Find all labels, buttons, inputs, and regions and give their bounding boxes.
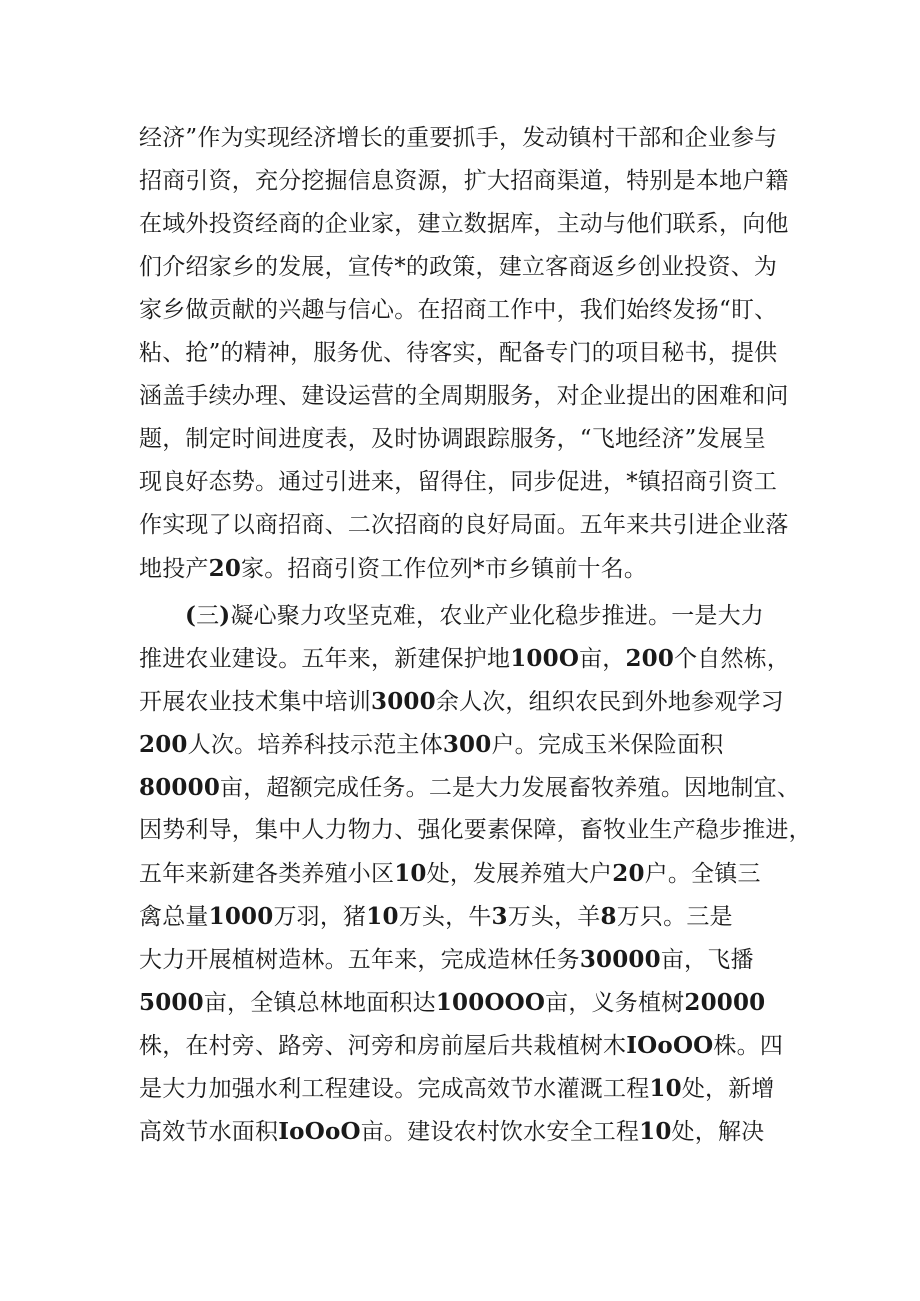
text-line: 经济”作为实现经济增长的重要抓手，发动镇村干部和企业参与 [139, 125, 778, 151]
emphasis-number: 30000 [579, 946, 661, 973]
text-line: 题，制定时间进度表，及时协调跟踪服务，“飞地经济”发展呈 [139, 426, 767, 452]
text-line: 80000亩，超额完成任务。二是大力发展畜牧养殖。因地制宜、 [139, 774, 801, 801]
emphasis-number: 10 [394, 860, 427, 887]
section-heading-line: (三)凝心聚力攻坚克难，农业产业化稳步推进。一是大力 [185, 602, 764, 629]
emphasis-number: 200 [625, 645, 675, 672]
text-line: 现良好态势。通过引进来，留得住，同步促进，*镇招商引资工 [139, 469, 778, 495]
text-line: 在域外投资经商的企业家，建立数据库，主动与他们联系，向他 [139, 211, 789, 237]
emphasis-number: IOoOO [626, 1032, 714, 1059]
emphasis-number: 8 [600, 903, 617, 930]
emphasis-number: 20 [612, 860, 645, 887]
emphasis-number: 100O [510, 645, 580, 672]
emphasis-number: 80000 [139, 774, 221, 801]
emphasis-number: 10 [639, 1118, 672, 1145]
emphasis-number: 5000 [139, 989, 204, 1016]
emphasis-number: 10 [649, 1075, 682, 1102]
emphasis-number: ( [185, 602, 197, 629]
text-line: 作实现了以商招商、二次招商的良好局面。五年来共引进企业落 [139, 512, 789, 538]
emphasis-number: ) [219, 602, 231, 629]
emphasis-number: 200 [139, 731, 188, 758]
emphasis-number: 1000 [208, 903, 274, 930]
text-line: 200人次。培养科技示范主体300户。完成玉米保险面积 [139, 731, 724, 758]
text-line: 因势利导，集中人力物力、强化要素保障，畜牧业生产稳步推进， [139, 817, 812, 843]
text-line: 地投产20家。招商引资工作位列*市乡镇前十名。 [139, 555, 648, 582]
text-line: 们介绍家乡的发展，宣传*的政策，建立客商返乡创业投资、为 [139, 254, 778, 280]
text-line: 家乡做贡献的兴趣与信心。在招商工作中，我们始终发扬“盯、 [139, 297, 778, 323]
text-line: 禽总量1000万羽，猪10万头，牛3万头，羊8万只。三是 [139, 903, 733, 930]
text-line: 粘、抢”的精神，服务优、待客实，配备专门的项目秘书，提供 [139, 340, 778, 366]
text-line: 开展农业技术集中培训3000余人次，组织农民到外地参观学习 [139, 688, 784, 715]
text-line: 推进农业建设。五年来，新建保护地100O亩，200个自然栋， [139, 645, 791, 672]
text-line: 涵盖手续办理、建设运营的全周期服务，对企业提出的困难和问 [139, 383, 789, 409]
emphasis-number: 3 [491, 903, 508, 930]
text-line: 招商引资，充分挖掘信息资源，扩大招商渠道，特别是本地户籍 [139, 168, 789, 194]
emphasis-number: IoOoO [278, 1118, 361, 1145]
text-line: 五年来新建各类养殖小区10处，发展养殖大户20户。全镇三 [139, 860, 761, 887]
emphasis-number: 20000 [684, 989, 766, 1016]
text-line: 株，在村旁、路旁、河旁和房前屋后共栽植树木IOoOO株。四 [139, 1032, 784, 1059]
emphasis-number: 10 [366, 903, 399, 930]
emphasis-number: 3000 [371, 688, 436, 715]
text-line: 是大力加强水利工程建设。完成高效节水灌溉工程10处，新增 [139, 1075, 775, 1102]
emphasis-number: 100OOO [435, 989, 546, 1016]
emphasis-number: 20 [208, 555, 242, 582]
text-line: 大力开展植树造林。五年来，完成造林任务30000亩，飞播 [139, 946, 754, 973]
text-line: 高效节水面积IoOoO亩。建设农村饮水安全工程10处，解决 [139, 1118, 765, 1145]
text-line: 5000亩，全镇总林地面积达100OOO亩，义务植树20000 [139, 989, 766, 1016]
emphasis-number: 300 [442, 731, 492, 758]
